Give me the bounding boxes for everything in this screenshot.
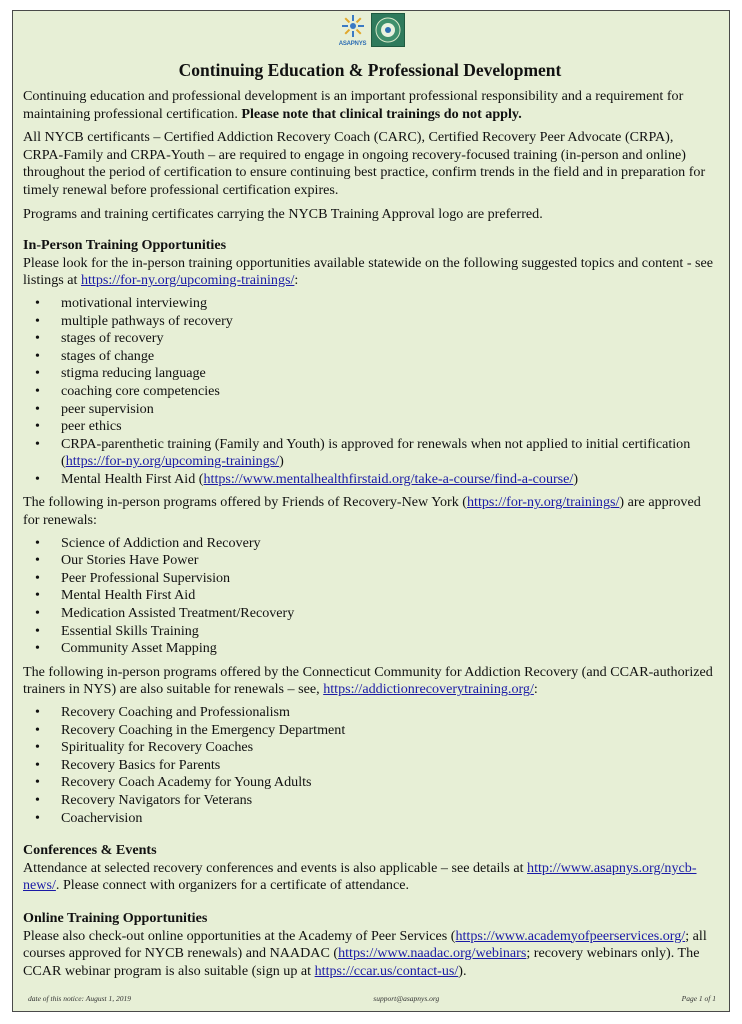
- list-item: [61, 436, 717, 471]
- list-item: • Mental Health First Aid: [61, 587, 717, 605]
- intro-text: Continuing education and professional development is an important professional responsibility and a requirement for maintaining professional certification.: [23, 88, 684, 122]
- logo-row: [13, 13, 729, 47]
- crpa-trainings-link[interactable]: https://for-ny.org/upcoming-trainings/: [65, 453, 280, 470]
- list-item: • coaching core competencies: [61, 383, 717, 401]
- mhfa-close: ): [573, 470, 579, 487]
- list-item: • peer ethics: [61, 418, 717, 436]
- list-item: • Medication Assisted Treatment/Recovery: [61, 605, 717, 623]
- document-page: [12, 10, 730, 1012]
- conferences-paragraph: [23, 860, 717, 895]
- support-email: support@asapnys.org: [373, 994, 440, 1003]
- ccar-contact-link[interactable]: https://ccar.us/contact-us/: [314, 962, 459, 979]
- in-person-intro: [23, 255, 717, 290]
- list-item: • Essential Skills Training: [61, 623, 717, 641]
- nycb-news-link[interactable]: http://www.asapnys.org/nycb-news/: [23, 859, 697, 894]
- ccar-intro: [23, 664, 717, 699]
- online-paragraph: [23, 928, 717, 981]
- list-item: • stigma reducing language: [61, 365, 717, 383]
- nycb-seal-icon: [375, 17, 401, 43]
- for-ny-intro: [23, 494, 717, 529]
- list-item: • Spirituality for Recovery Coaches: [61, 739, 717, 757]
- list-item: • Coachervision: [61, 810, 717, 828]
- for-ny-trainings-link[interactable]: https://for-ny.org/trainings/: [467, 494, 620, 511]
- page-footer: [28, 994, 716, 1003]
- for-ny-intro-text: The following in-person programs offered by Friends of Recovery-New York (: [23, 494, 467, 511]
- list-item: • Recovery Coaching in the Emergency Department: [61, 722, 717, 740]
- list-item: • Recovery Basics for Parents: [61, 757, 717, 775]
- addiction-recovery-training-link[interactable]: https://addictionrecoverytraining.org/: [323, 681, 534, 698]
- list-item: • Peer Professional Supervision: [61, 570, 717, 588]
- nycb-seal-logo: [371, 13, 405, 47]
- topics-list: [23, 295, 717, 489]
- page-number: Page 1 of 1: [681, 994, 716, 1003]
- list-item: • stages of change: [61, 348, 717, 366]
- in-person-heading: In-Person Training Opportunities: [23, 237, 227, 254]
- naadac-webinars-link[interactable]: https://www.naadac.org/webinars: [338, 945, 527, 962]
- ccar-intro-colon: :: [533, 681, 538, 698]
- asapnys-wordmark: ASAPNYS: [338, 41, 367, 47]
- online-text-3: ; recovery webinars only). The CCAR webinar program is also suitable (sign up at: [23, 945, 700, 979]
- in-person-intro-text: Please look for the in-person training opportunities available statewide on the following suggested topics and content - see listings at: [23, 254, 714, 289]
- crpa-text: CRPA-parenthetic training (Family and Youth) is approved for renewals when not applied to initial certification (: [61, 435, 691, 470]
- online-text-2: ; all courses approved for NYCB renewals) and NAADAC (: [23, 927, 707, 962]
- online-heading: Online Training Opportunities: [23, 909, 208, 926]
- online-text-1: Please also check-out online opportunities at the Academy of Peer Services (: [23, 927, 456, 944]
- intro-paragraph: [23, 88, 717, 123]
- page-title: Continuing Education & Professional Development: [178, 60, 562, 80]
- for-ny-programs-list: [23, 535, 717, 658]
- ccar-intro-text: The following in-person programs offered by the Connecticut Community for Addiction Recovery (and CCAR-authorized trainers in NYS) are also suitable for renewals – see,: [23, 663, 713, 698]
- list-item: • Science of Addiction and Recovery: [61, 535, 717, 553]
- list-item: • Recovery Coaching and Professionalism: [61, 704, 717, 722]
- conferences-text: Attendance at selected recovery conferences and events is also applicable – see details at: [23, 859, 528, 876]
- certificants-paragraph: All NYCB certificants – Certified Addiction Recovery Coach (CARC), Certified Recovery Peer Advocate (CRPA), CRPA-Family and CRPA-Youth – are required to engage in ongoing recovery-focused training (in-person and online) throughout the period of certification to ensure continuing best practice, confirm trends in the field and in preparation for timely renewal before professional certification expires.: [23, 129, 706, 198]
- list-item: • motivational interviewing: [61, 295, 717, 313]
- conferences-tail: . Please connect with organizers for a certificate of attendance.: [55, 877, 409, 894]
- list-item: • peer supervision: [61, 401, 717, 419]
- list-item: • Recovery Navigators for Veterans: [61, 792, 717, 810]
- online-text-4: ).: [458, 962, 467, 979]
- ccar-programs-list: [23, 704, 717, 827]
- document-body: [23, 59, 717, 986]
- logo-preference-paragraph: Programs and training certificates carrying the NYCB Training Approval logo are preferred.: [23, 205, 543, 222]
- list-item: • Our Stories Have Power: [61, 552, 717, 570]
- academy-peer-services-link[interactable]: https://www.academyofpeerservices.org/: [455, 927, 686, 944]
- for-ny-intro-tail: ) are approved for renewals:: [23, 494, 701, 529]
- list-item: • multiple pathways of recovery: [61, 313, 717, 331]
- crpa-close: ): [279, 453, 284, 470]
- upcoming-trainings-link[interactable]: https://for-ny.org/upcoming-trainings/: [80, 272, 295, 289]
- list-item: [61, 471, 717, 489]
- clinical-note: Please note that clinical trainings do not apply.: [241, 105, 522, 122]
- list-item: • Community Asset Mapping: [61, 640, 717, 658]
- mhfa-text: Mental Health First Aid (: [61, 470, 204, 487]
- list-item: • stages of recovery: [61, 330, 717, 348]
- in-person-intro-colon: :: [294, 272, 299, 289]
- conferences-heading: Conferences & Events: [23, 842, 157, 859]
- asapnys-logo: [338, 13, 368, 47]
- mhfa-link[interactable]: https://www.mentalhealthfirstaid.org/take-a-course/find-a-course/: [203, 470, 574, 487]
- list-item: • Recovery Coach Academy for Young Adults: [61, 774, 717, 792]
- sunburst-logo-icon: [342, 15, 364, 37]
- notice-date: date of this notice: August 1, 2019: [28, 994, 131, 1003]
